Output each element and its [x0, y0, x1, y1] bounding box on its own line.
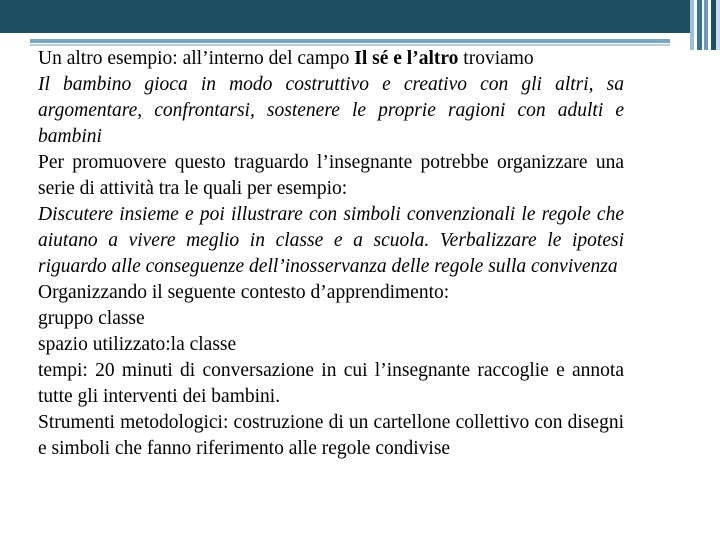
header-bar: [0, 0, 690, 33]
field-name: Il sé e l’altro: [354, 48, 459, 69]
header-accent-line: [30, 39, 670, 43]
context-space: spazio utilizzato:la classe: [38, 334, 237, 355]
goal-text: Il bambino gioca in modo costruttivo e creativo con gli altri, sa argomentare, confrontarsi, sostenere le proprie ragioni con adulti e bambini: [38, 74, 624, 147]
intro-suffix: troviamo: [463, 48, 534, 69]
intro-line: [38, 46, 624, 72]
slide-body: [38, 46, 624, 462]
header-stripes: [690, 0, 720, 50]
context-time: tempi: 20 minuti di conversazione in cui l’insegnante raccoglie e annota tutte gli interventi dei bambini.: [38, 360, 624, 407]
activities-intro: Per promuovere questo traguardo l’insegnante potrebbe organizzare una serie di attività tra le quali per esempio:: [38, 152, 624, 199]
activity-description: Discutere insieme e poi illustrare con simboli convenzionali le regole che aiutano a vivere meglio in classe e a scuola. Verbalizzare le ipotesi riguardo alle conseguenze dell’inosservanza delle regole sulla convivenza: [38, 204, 624, 277]
header-decoration: [0, 0, 720, 50]
context-intro: Organizzando il seguente contesto d’apprendimento:: [38, 282, 450, 303]
context-tools: Strumenti metodologici: costruzione di un cartellone collettivo con disegni e simboli che fanno riferimento alle regole condivise: [38, 412, 624, 459]
context-group: gruppo classe: [38, 308, 145, 329]
intro-prefix: Un altro esempio: all’interno del campo: [38, 48, 350, 69]
